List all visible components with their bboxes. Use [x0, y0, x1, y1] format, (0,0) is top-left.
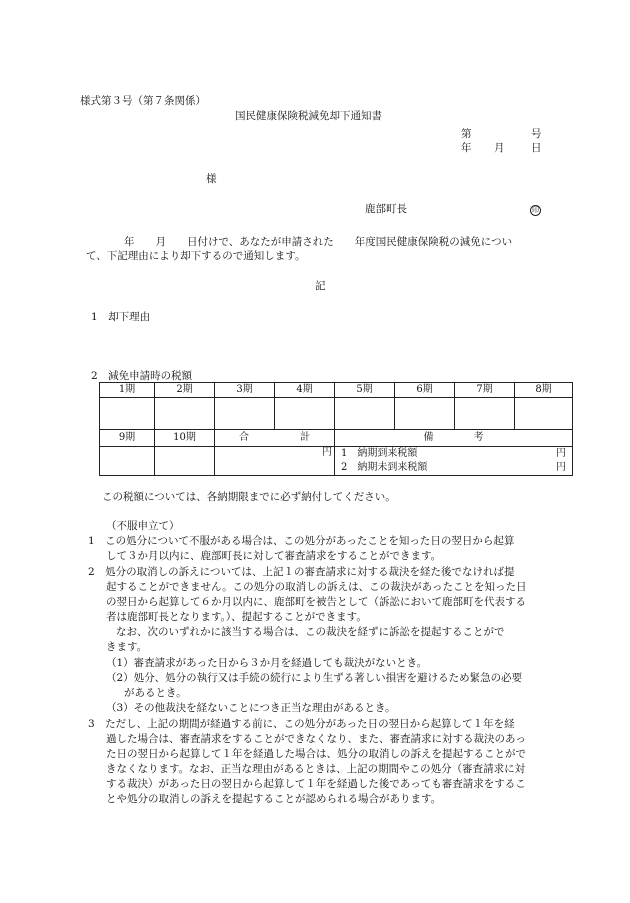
- appeal-item-3-line-6: とや処分の取消しの訴えを提起することが認められる場合があります。: [106, 793, 442, 805]
- total-cell: [215, 447, 335, 476]
- appeal-sub-1: （1）審査請求があった日から３か月を経過しても裁決がないとき。: [106, 657, 428, 669]
- not-due-tax-label: 2 納期未到来税額: [341, 461, 428, 473]
- due-tax-unit: 円: [556, 447, 566, 459]
- period-4-header: 4期: [275, 383, 335, 398]
- remarks-label-a: 備: [423, 431, 434, 443]
- seal-char: 印: [532, 206, 539, 214]
- appeal-item-3-line-1: 3 ただし、上記の期間が経過する前に、この処分があった日の翌日から起算して１年を経: [88, 718, 515, 730]
- appeal-item-3-line-4: きなくなります。なお、正当な理由があるときは、上記の期間やこの処分（審査請求に対: [106, 763, 526, 775]
- period-2-cell: [155, 398, 215, 430]
- number-label-go: 号: [531, 128, 542, 140]
- seal-mark: [530, 203, 541, 216]
- period-6-header: 6期: [395, 383, 455, 398]
- period-7-cell: [455, 398, 515, 430]
- remarks-not-due-cell: [335, 461, 573, 476]
- appeal-item-2-line-3: の翌日から起算して６か月以内に、鹿部町を被告として（訴訟において鹿部町を代表する: [106, 596, 526, 608]
- appeal-sub-2-line-2: があるとき。: [124, 687, 187, 699]
- document-title: 国民健康保険税減免却下通知書: [235, 110, 382, 122]
- payment-note: この税額については、各納期限までに必ず納付してください。: [102, 491, 396, 503]
- intro-line-2: て、下記理由により却下するので通知します。: [86, 250, 306, 262]
- date-day-label: 日: [531, 142, 542, 154]
- total-header: [215, 430, 335, 447]
- recipient-suffix: 様: [206, 173, 217, 185]
- appeal-item-2-line-4: 者は鹿部町長となります。）、提起することができます。: [106, 611, 367, 623]
- table-header-row-2: [100, 430, 573, 447]
- issuer-name: 鹿部町長: [365, 203, 407, 215]
- remarks-header: [335, 430, 573, 447]
- appeal-item-3-line-3: た日の翌日から起算して１年を経過した場合は、処分の取消しの訴えを提起することがで: [106, 748, 526, 760]
- period-10-header: 10期: [155, 430, 215, 447]
- appeal-item-2-line-6: きます。: [106, 641, 148, 653]
- form-id: 様式第３号（第７条関係）: [80, 95, 206, 107]
- period-2-header: 2期: [155, 383, 215, 398]
- appeal-item-2-line-5: なお、次のいずれかに該当する場合は、この裁決を経ずに訴訟を提起することがで: [116, 626, 505, 638]
- period-7-header: 7期: [455, 383, 515, 398]
- period-3-header: 3期: [215, 383, 275, 398]
- period-4-cell: [275, 398, 335, 430]
- period-5-header: 5期: [335, 383, 395, 398]
- appeal-item-3-line-2: 過した場合は、審査請求をすることができなくなり、また、審査請求に対する裁決のあっ: [106, 733, 526, 745]
- remarks-label-b: 考: [473, 431, 484, 443]
- period-9-header: 9期: [100, 430, 155, 447]
- table-header-row: [100, 383, 573, 398]
- intro-line-1: 年 月 日付けで、あなたが申請された 年度国民健康保険税の減免につい: [124, 236, 513, 248]
- total-label-a: 合: [239, 431, 249, 443]
- section-rejection-reason: 1 却下理由: [91, 311, 151, 323]
- appeal-sub-2-line-1: （2）処分、処分の執行又は手続の続行により生ずる著しい損害を避けるため緊急の必要: [106, 672, 523, 684]
- appeal-item-1-line-2: して３か月以内に、鹿部町長に対して審査請求をすることができます。: [106, 550, 442, 562]
- appeal-item-2-line-2: 起することができません。この処分の取消しの訴えは、この裁決があったことを知った日: [106, 581, 527, 593]
- appeal-item-3-line-5: する裁決）があった日の翌日から起算して１年を経過した後であっても審査請求をするこ: [106, 778, 526, 790]
- period-6-cell: [395, 398, 455, 430]
- total-label-b: 計: [300, 431, 310, 443]
- ki-marker: 記: [315, 280, 326, 292]
- appeal-item-1-line-1: 1 この処分について不服がある場合は、この処分があったことを知った日の翌日から起算: [88, 535, 515, 547]
- period-5-cell: [335, 398, 395, 430]
- total-yen-unit: 円: [322, 447, 332, 458]
- period-9-cell: [100, 447, 155, 476]
- period-8-cell: [515, 398, 573, 430]
- appeal-heading: （不服申立て）: [106, 520, 180, 532]
- table-remarks-row-1: [100, 447, 573, 462]
- period-8-header: 8期: [515, 383, 573, 398]
- date-month-label: 月: [494, 142, 505, 154]
- remarks-due-cell: [335, 447, 573, 462]
- appeal-item-2-line-1: 2 処分の取消しの訴えについては、上記１の審査請求に対する裁決を経た後でなければ提: [88, 566, 515, 578]
- tax-amount-table: [99, 382, 573, 476]
- period-1-cell: [100, 398, 155, 430]
- table-amount-row: [100, 398, 573, 430]
- period-10-cell: [155, 447, 215, 476]
- not-due-tax-unit: 円: [556, 461, 566, 473]
- appeal-sub-3: （3）その他裁決を経ないことにつき正当な理由があるとき。: [106, 702, 396, 714]
- period-3-cell: [215, 398, 275, 430]
- number-label-dai: 第: [461, 128, 472, 140]
- date-year-label: 年: [461, 142, 472, 154]
- period-1-header: 1期: [100, 383, 155, 398]
- due-tax-label: 1 納期到来税額: [341, 447, 418, 459]
- section-tax-amount: 2 減免申請時の税額: [91, 370, 193, 382]
